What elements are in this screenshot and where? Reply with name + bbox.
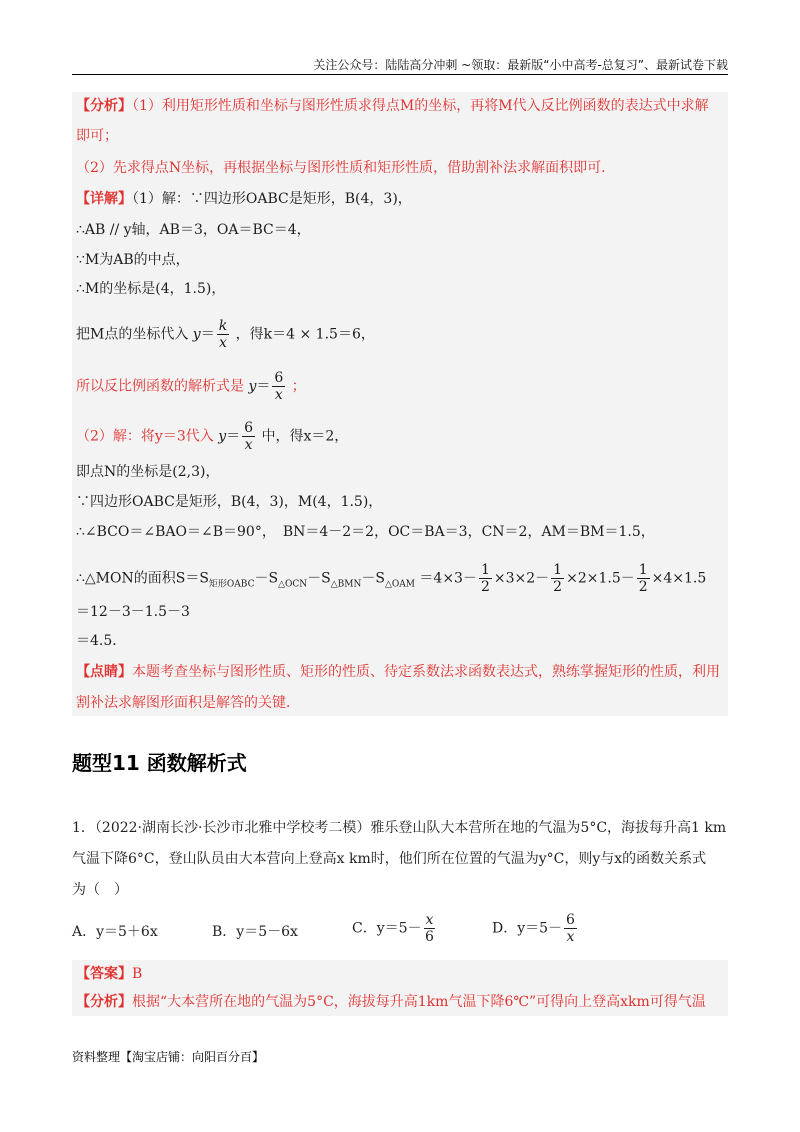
option-d: D．y＝5－ $\frac{6}{x}$ — [492, 912, 575, 945]
detail-line-4: ∴M的坐标是(4，1.5)， — [76, 281, 226, 297]
analysis-line-1: 【分析】（1）利用矩形性质和坐标与图形性质求得点M的坐标，再将M代入反比例函数的表达式中求解 — [76, 98, 709, 114]
comment-line-2: 割补法求解图形面积是解答的关键． — [76, 695, 300, 711]
analysis-line-1b: 即可； — [76, 128, 118, 144]
fraction-half-1: $\frac{1}{2}$ — [480, 562, 490, 595]
option-a: A．y＝5＋6x — [72, 924, 158, 940]
question-line-2: 气温下降6°C，登山队员由大本营向上登高x km时，他们所在位置的气温为y°C，则y与x的函数关系式 — [72, 851, 707, 867]
fraction-half-3: $\frac{1}{2}$ — [638, 562, 648, 595]
detail-line-1: 【详解】（1）解：∵四边形OABC是矩形，B(4，3)， — [76, 191, 412, 207]
fraction-6-over-x-2: $\frac{6}{x}$ — [244, 420, 254, 453]
fraction-6-over-x: $\frac{6}{x}$ — [274, 370, 284, 403]
detail-line-5: 把M点的坐标代入 y＝ $\frac{k}{x}$ ，得k＝4 × 1.5＝6， — [76, 318, 375, 351]
option-c: C．y＝5－ $\frac{x}{6}$ — [352, 912, 434, 945]
comment-line-1: 【点睛】本题考查坐标与图形性质、矩形的性质、待定系数法求函数表达式，熟练掌握矩形的性质，利用 — [76, 664, 720, 680]
fraction-6-over-x-3: $\frac{6}{x}$ — [566, 912, 575, 945]
detail-line-6: 所以反比例函数的解析式是 y＝ $\frac{6}{x}$ ； — [76, 370, 306, 403]
detail-line-13: ＝4.5． — [76, 633, 127, 649]
detail-line-11: ∴△MON的面积$S=S_{矩形OABC}-S_{\triangle OCN}-S_{\triangle BMN}-S_{\triangle OAM} =4\times 3-$ $\frac{1}{2}$ ×3×2－ $\frac{1}{2}$ ×2×1.5－ $\frac{1}{2}$ ×4×1.5 — [76, 562, 707, 595]
detail-line-2: ∴AB // y轴，AB＝3，OA＝BC＝4， — [76, 222, 311, 238]
detail-line-9: ∵四边形OABC是矩形，B(4，3)，M(4，1.5)， — [76, 494, 383, 510]
option-b: B．y＝5－6x — [212, 924, 298, 940]
detail-line-3: ∵M为AB的中点， — [76, 252, 190, 268]
header-rule — [72, 74, 728, 75]
fraction-x-over-6: $\frac{x}{6}$ — [425, 912, 434, 945]
detail-line-10: ∴∠BCO＝∠BAO＝∠B＝90°， BN＝4－2＝2，OC＝BA＝3，CN＝2，AM＝BM＝1.5， — [76, 524, 655, 540]
detail-line-8: 即点N的坐标是(2,3)， — [76, 464, 220, 480]
solution-box — [72, 92, 728, 716]
fraction-k-over-x: $\frac{k}{x}$ — [218, 318, 228, 351]
section-title: 题型11 函数解析式 — [72, 751, 247, 775]
question-line-1: 1．（2022·湖南长沙·长沙市北雅中学校考二模）雅乐登山队大本营所在地的气温为5°C，海拔每升高1 km — [72, 820, 727, 836]
analysis-line-2: （2）先求得点N坐标，再根据坐标与图形性质和矩形性质，借助割补法求解面积即可． — [76, 160, 616, 176]
page-header: 关注公众号：陆陆高分冲刺 ~领取：最新版“小中高考-总复习”、最新试卷下载 — [313, 58, 728, 72]
detail-line-12: ＝12－3－1.5－3 — [76, 604, 190, 620]
answer-analysis-line: 【分析】根据“大本营所在地的气温为5°C，海拔每升高1km气温下降6℃”可得向上登高xkm可得气温 — [76, 994, 706, 1010]
fraction-half-2: $\frac{1}{2}$ — [553, 562, 563, 595]
detail-line-7: （2）解：将y＝3代入 y＝ $\frac{6}{x}$ 中，得x＝2， — [76, 420, 349, 453]
answer-line: 【答案】B — [76, 966, 143, 982]
question-line-3: 为（ ） — [72, 882, 128, 898]
page-footer: 资料整理【淘宝店铺：向阳百分百】 — [72, 1050, 265, 1064]
